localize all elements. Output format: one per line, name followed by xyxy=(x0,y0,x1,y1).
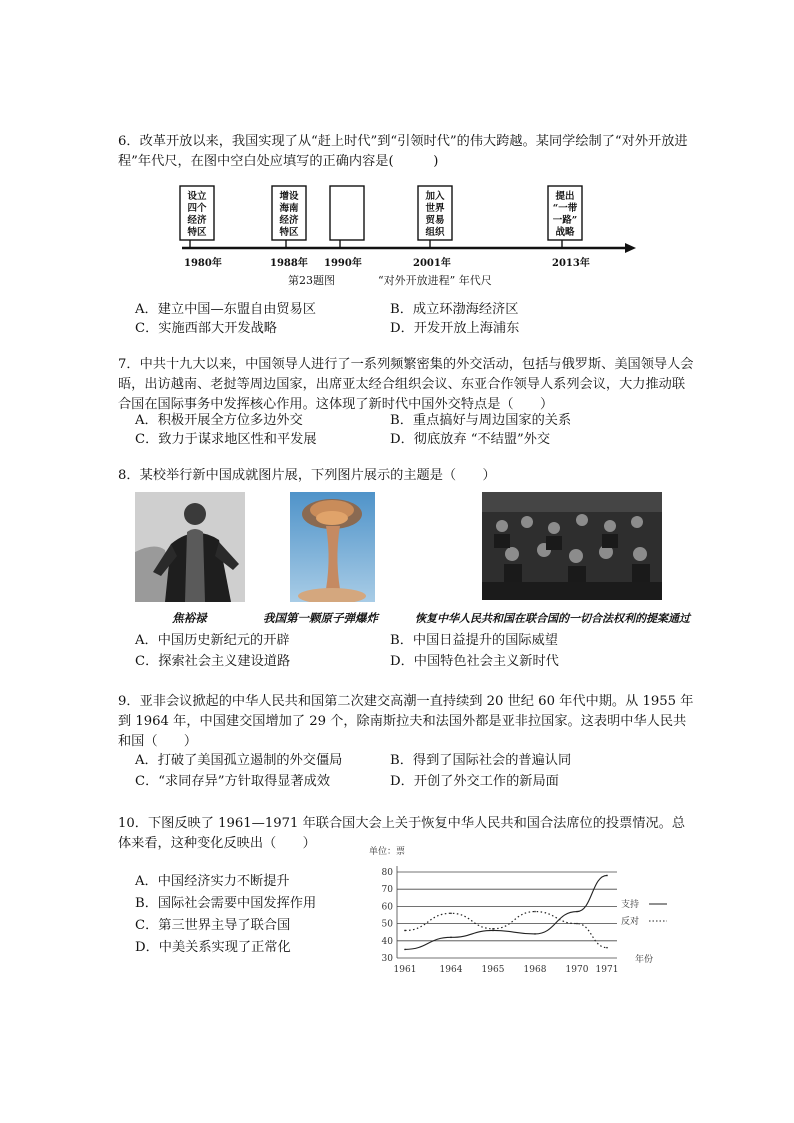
chart-ytick-60: 60 xyxy=(381,902,393,913)
q8-option-c[interactable]: C．探索社会主义建设道路 xyxy=(135,654,291,669)
chart-ytick-40: 40 xyxy=(381,936,393,947)
timeline-box-text: 经济 xyxy=(279,215,299,226)
chart-point-反对-1970 xyxy=(576,923,578,925)
chart-ytick-50: 50 xyxy=(381,919,393,930)
chart-y-unit: 单位：票 xyxy=(369,847,406,857)
timeline-box-text: 一路” xyxy=(552,215,578,226)
timeline-box-text: “一带 xyxy=(552,203,578,214)
timeline-box-1 xyxy=(272,186,306,240)
q7-option-d[interactable]: D．彻底放弃 “不结盟”外交 xyxy=(390,432,551,447)
chart-point-支持-1968 xyxy=(534,933,536,935)
timeline-year-1980年: 1980年 xyxy=(184,258,222,269)
chart-point-支持-1971 xyxy=(606,875,608,877)
q8-option-d[interactable]: D．中国特色社会主义新时代 xyxy=(390,654,559,669)
timeline-box-text: 特区 xyxy=(279,227,299,238)
q9-option-a[interactable]: A．打破了美国孤立遏制的外交僵局 xyxy=(135,753,343,768)
chart-xtick-1971: 1971 xyxy=(595,965,619,975)
timeline-box-text: 世界 xyxy=(425,203,445,214)
chart-point-支持-1961 xyxy=(404,949,406,951)
chart-xtick-1965: 1965 xyxy=(481,965,505,975)
chart-point-反对-1971 xyxy=(606,947,608,949)
q9-option-d[interactable]: D．开创了外交工作的新局面 xyxy=(390,774,559,789)
q10-option-b[interactable]: B．国际社会需要中国发挥作用 xyxy=(135,896,317,911)
chart-point-支持-1964 xyxy=(450,937,452,939)
timeline-box-text: 设立 xyxy=(187,191,207,202)
chart-point-反对-1961 xyxy=(404,930,406,932)
chart-ytick-70: 70 xyxy=(381,885,393,896)
q7-option-c[interactable]: C．致力于谋求地区性和平发展 xyxy=(135,432,317,447)
q6-option-d[interactable]: D．开发开放上海浦东 xyxy=(390,321,520,336)
chart-legend-反对: 反对 xyxy=(621,917,640,927)
timeline-box-3 xyxy=(418,186,452,240)
chart-xtick-1961: 1961 xyxy=(393,965,417,975)
timeline-box-text: 战略 xyxy=(555,227,575,238)
timeline-box-text: 增设 xyxy=(279,191,299,202)
chart-xtick-1970: 1970 xyxy=(565,965,589,975)
photo-jiao-yulu xyxy=(135,492,245,602)
q9-option-c[interactable]: C．“求同存异”方针取得显著成效 xyxy=(135,774,331,789)
timeline-box-text: 四个 xyxy=(187,203,207,214)
q6-option-c[interactable]: C．实施西部大开发战略 xyxy=(135,321,277,336)
un-vote-line-chart xyxy=(355,840,685,985)
question-10-stem: 10．下图反映了 1961—1971 年联合国大会上关于恢复中华人民共和国合法席位的投票情况。总体来看，这种变化反映出（ ） xyxy=(118,816,686,851)
chart-series-line-支持 xyxy=(405,875,607,949)
timeline-box-0 xyxy=(180,186,214,240)
chart-xtick-1968: 1968 xyxy=(523,965,547,975)
question-6-stem: 6．改革开放以来，我国实现了从“赶上时代”到“引领时代”的伟大跨越。某同学绘制了“对外开放进程”年代尺，在图中空白处应填写的正确内容是( ) xyxy=(118,134,688,169)
timeline-box-text: 经济 xyxy=(187,215,207,226)
chart-ytick-30: 30 xyxy=(381,954,393,964)
timeline-box-text: 海南 xyxy=(279,203,299,214)
q8-option-b[interactable]: B．中国日益提升的国际威望 xyxy=(390,633,558,648)
caption-un-vote: 恢复中华人民共和国在联合国的一切合法权利的提案通过 xyxy=(415,612,690,625)
timeline-box-text: 贸易 xyxy=(425,215,445,226)
timeline-box-text: 组织 xyxy=(425,227,445,238)
timeline-year-2001年: 2001年 xyxy=(413,258,451,269)
chart-x-unit: 年份 xyxy=(635,955,654,965)
chart-series-line-反对 xyxy=(405,912,607,948)
chart-point-反对-1965 xyxy=(492,928,494,930)
q10-option-c[interactable]: C．第三世界主导了联合国 xyxy=(135,918,291,933)
chart-point-支持-1970 xyxy=(576,911,578,913)
timeline-box-2 xyxy=(330,186,364,240)
timeline-box-text: 特区 xyxy=(187,227,207,238)
q8-option-a[interactable]: A．中国历史新纪元的开辟 xyxy=(135,633,290,648)
q9-option-b[interactable]: B．得到了国际社会的普遍认同 xyxy=(390,753,572,768)
timeline-year-2013年: 2013年 xyxy=(552,258,590,269)
photo-atomic-bomb xyxy=(290,492,375,602)
question-7-stem: 7．中共十九大以来，中国领导人进行了一系列频繁密集的外交活动，包括与俄罗斯、美国领导人会晤，出访越南、老挝等周边国家，出席亚太经合组织会议、东亚合作领导人系列会议，大力推动联合国在国际事务中发挥核心作用。这体现了新时代中国外交特点是（ ） xyxy=(118,357,694,412)
q7-option-b[interactable]: B．重点搞好与周边国家的关系 xyxy=(390,413,572,428)
caption-jiao-yulu: 焦裕禄 xyxy=(172,611,207,625)
timeline-year-1990年: 1990年 xyxy=(324,258,362,269)
timeline-caption-number: 第23题图 xyxy=(288,274,335,287)
q7-option-a[interactable]: A．积极开展全方位多边外交 xyxy=(135,413,303,428)
q10-option-d[interactable]: D．中美关系实现了正常化 xyxy=(135,940,291,955)
timeline-box-4 xyxy=(548,186,582,240)
question-9-stem: 9．亚非会议掀起的中华人民共和国第二次建交高潮一直持续到 20 世纪 60 年代中期。从 1955 年到 1964 年，中国建交国增加了 29 个，除南斯拉夫和法国外都是亚非拉国家。这表明中华人民共和国（ ） xyxy=(118,694,694,749)
timeline-box-text: 加入 xyxy=(425,191,445,202)
chart-point-支持-1965 xyxy=(492,930,494,932)
chart-point-反对-1968 xyxy=(534,911,536,913)
timeline-caption-title: “对外开放进程” 年代尺 xyxy=(378,274,492,287)
q6-option-a[interactable]: A．建立中国—东盟自由贸易区 xyxy=(135,302,316,317)
q10-option-a[interactable]: A．中国经济实力不断提升 xyxy=(135,874,290,889)
chart-point-反对-1964 xyxy=(450,912,452,914)
chart-legend-支持: 支持 xyxy=(621,900,640,910)
chart-xtick-1964: 1964 xyxy=(439,965,463,975)
chart-ytick-80: 80 xyxy=(381,868,393,878)
timeline-box-text: 提出 xyxy=(555,191,575,202)
photo-un-vote xyxy=(482,492,662,600)
caption-atomic-bomb: 我国第一颗原子弹爆炸 xyxy=(263,611,378,625)
timeline-year-1988年: 1988年 xyxy=(270,258,308,269)
question-8-stem: 8．某校举行新中国成就图片展，下列图片展示的主题是（ ） xyxy=(118,468,496,483)
q6-option-b[interactable]: B．成立环渤海经济区 xyxy=(390,302,519,317)
